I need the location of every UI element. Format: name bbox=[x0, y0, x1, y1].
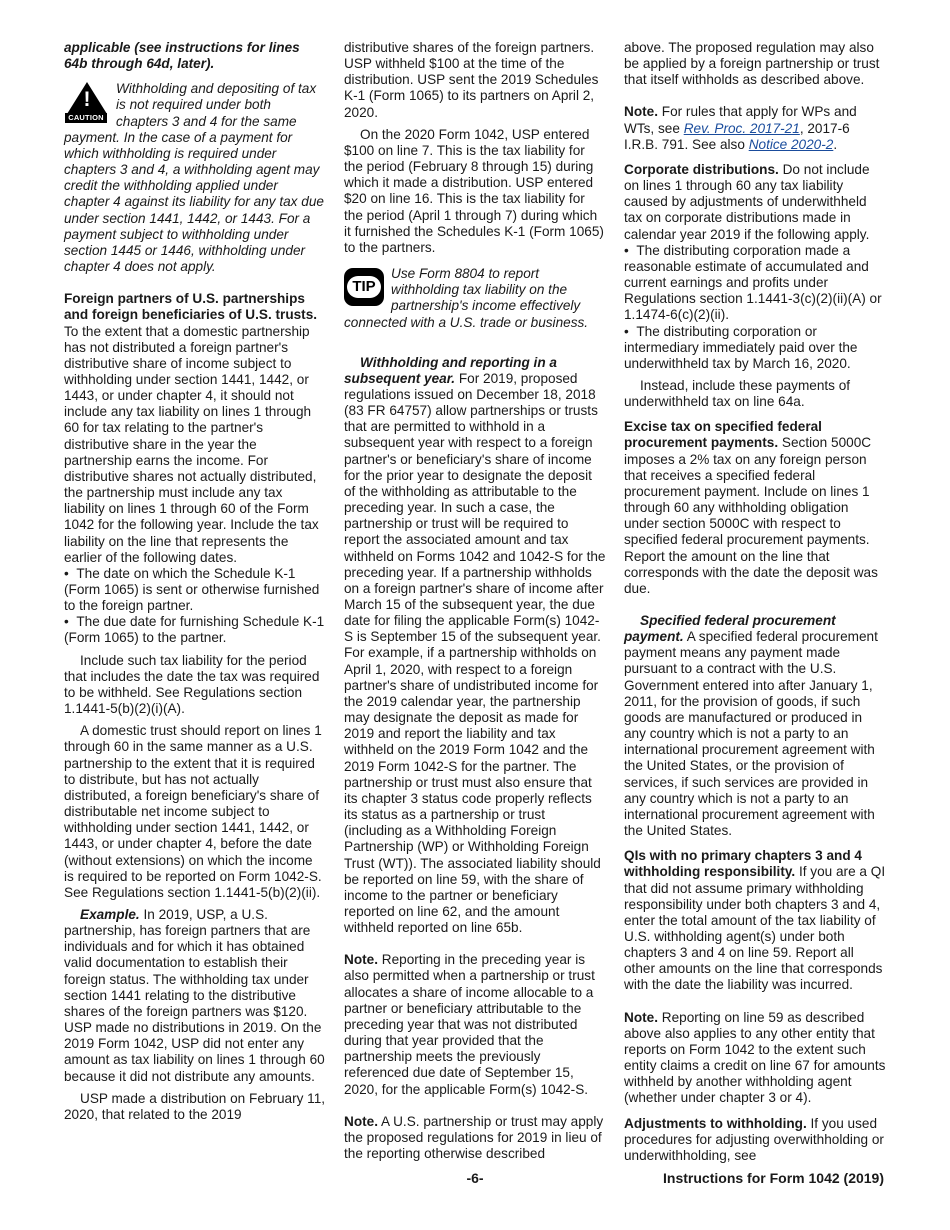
bullet-item: • The distributing corporation or intermediary immediately paid over the underwithheld tax by March 16, 2020. bbox=[624, 323, 858, 371]
continued-text: above. The proposed regulation may also be applied by a foreign partnership or trust that itself withholds as described above. bbox=[624, 40, 880, 88]
rev-proc-link[interactable]: Rev. Proc. 2017-21 bbox=[683, 120, 800, 136]
note-wp-wt-paragraph: Note. For rules that apply for WPs and WTs, see Rev. Proc. 2017-21, 2017-6 I.R.B. 791. See also Notice 2020-2. bbox=[624, 104, 857, 152]
continued-text: distributive shares of the foreign partners. USP withheld $100 at the time of the distribution. USP sent the 2019 Schedules K-1 (Form 1065) to its partners on April 2, 2020. bbox=[344, 40, 599, 120]
form-2020-paragraph: On the 2020 Form 1042, USP entered $100 on line 7. This is the tax liability for the period (February 8 through 15) during which it made a distribution. USP entered $20 on line 16. This is the tax liability for the period (April 1 through 7) during which it furnished the Schedules K-1 (Form 1065) to the partners. bbox=[344, 126, 604, 255]
include-paragraph: Include such tax liability for the period that includes the date the tax was required to be withheld. See Regulations section 1.1441-5(b)(2)(i)(A). bbox=[64, 652, 320, 717]
instead-paragraph: Instead, include these payments of underwithheld tax on line 64a. bbox=[624, 377, 851, 410]
page-number: -6- bbox=[466, 1170, 484, 1186]
document-title: Instructions for Form 1042 (2019) bbox=[663, 1170, 884, 1186]
caution-text: Withholding and depositing of tax is not required under both chapters 3 and 4 for the same payment. In the case of a payment for which withholding is required under chapters 3 and 4, a withholding agent may credit the withholding applied under chapter 4 against its liability for any tax due under section 1441, 1442, or 1443. For a payment subject to withholding under section 1445 or 1446, withholding under chapter 4 does not apply. bbox=[64, 81, 324, 275]
note-paragraph: Note. A U.S. partnership or trust may apply the proposed regulations for 2019 in lieu of the reporting otherwise described bbox=[344, 1113, 604, 1161]
withholding-reporting-paragraph bbox=[344, 355, 606, 937]
procurement-payment-paragraph: Specified federal procurement payment. A specified federal procurement payment means any payment made pursuant to a contract with the U.S. Government entered into after January 1, 2011, for the provision of goods, if such goods are manufactured or produced in any country which is not a party to an international procurement agreement with the United States, or the provision of services, if such services are provided in any country which is not a party to an international procurement agreement with the United States. bbox=[624, 613, 878, 839]
column-1 bbox=[64, 40, 326, 1123]
tip-icon: TIP bbox=[344, 268, 384, 306]
trust-paragraph: A domestic trust should report on lines 1 through 60 in the same manner as a U.S. partnership to the extent that it is required to distribute, but has not actually distributed, a foreign beneficiary's share of distributable net income subject to withholding under section 1441, 1442, or 1443, or under chapter 4, before the date (without extensions) on which the income is required to be reported on Form 1042-S. See Regulations section 1.1441-5(b)(2)(ii). bbox=[64, 723, 322, 900]
intro-heading: applicable (see instructions for lines 64b through 64d, later). bbox=[64, 40, 300, 72]
note-paragraph: Note. Reporting on line 59 as described above also applies to any other entity that reports on Form 1042 to the extent such entity claims a credit on line 67 for amounts withheld by another withholding agent (whether under chapter 3 or 4). bbox=[624, 1009, 886, 1106]
example-paragraph bbox=[64, 907, 326, 1085]
bullet-item: • The distributing corporation made a reasonable estimate of accumulated and current earnings and profits under Regulations section 1.1441-3(c)(2)(ii)(A) or 1.1474-6(c)(2)(ii). bbox=[624, 242, 882, 323]
column-2 bbox=[344, 40, 606, 1162]
note-paragraph: Note. Reporting in the preceding year is also permitted when a partnership or trust allocates a share of income allocable to a partner or beneficiary attributable to the preceding year that was not distributed during that year provided that the partnership meets the previously referenced due date of September 15, 2020, for the applicable Form(s) 1042-S. bbox=[344, 952, 595, 1097]
foreign-partners-paragraph bbox=[64, 291, 326, 566]
example-text: In 2019, USP, a U.S. partnership, has foreign partners that are individuals and for which it has obtained valid documentation to establish their foreign status. The withholding tax under section 1441 relating to the distributive shares of the foreign partners was $120. USP made no distributions in 2019. On the 2019 Form 1042, USP did not enter any amount as tax liability on lines 1 through 60 because it did not distribute any amounts. bbox=[64, 906, 325, 1084]
foreign-partners-body: To the extent that a domestic partnership has not distributed a foreign partner's distributive share of income subject to withholding under section 1441, 1442, or 1443, or under chapter 4, it should not include any tax liability on lines 1 through 60 for tax relating to the partner's distributive share in the year the partnership earns the income. For distributive shares not actually distributed, the partnership must include any tax liability on lines 1 through 60 of the Form 1042 for the following year. Include the tax liability on the line that represents the earlier of the following dates. bbox=[64, 323, 319, 565]
bullet-item: • The date on which the Schedule K-1 (Form 1065) is sent or otherwise furnished to the foreign partner. bbox=[64, 565, 320, 614]
withholding-reporting-body: For 2019, proposed regulations issued on December 18, 2018 (83 FR 64757) allow partnerships or trusts that are permitted to withhold in a subsequent year with respect to a foreign partner's or beneficiary's share of income for the prior year to designate the deposit of the withholding as attributable to the preceding year. In such a case, the partnership or trust will be required to report the associated amount and tax withheld on Forms 1042 and 1042-S for the preceding year. If a partnership withholds on a foreign partner's share of income after March 15 of the subsequent year, the due date for filing the applicable Form(s) 1042-S is September 15 of the subsequent year. For example, if a partnership withholds on April 1, 2020, with respect to a foreign partner's share of undistributed income for the 2019 calendar year, the partnership may designate the deposit as made for 2019 and report the liability and tax withheld on the 2019 Form 1042 and the 2019 Form 1042-S for the partner. The partnership or trust must also ensure that its chapter 3 status code properly reflects its status as a partnership or trust (including as a Withholding Foreign Partnership (WP) or Withholding Foreign Trust (WT)). The associated liability should be reported on line 59, with the share of income to the partner or beneficiary reported on line 62, and the amount withheld reported on line 65b. bbox=[344, 370, 606, 936]
qi-paragraph: QIs with no primary chapters 3 and 4 withholding responsibility. If you are a QI that did not assume primary withholding responsibility under both chapters 3 and 4, enter the total amount of the tax liability of U.S. withholding agent(s) under both chapters 3 and 4 on line 59. Report all other amounts on the line that corresponds with the date the liability was incurred. bbox=[624, 848, 886, 993]
tip-text: Use Form 8804 to report withholding tax liability on the partnership's income effectively connected with a U.S. trade or business. bbox=[344, 266, 589, 330]
withholding-reporting-heading: Withholding and reporting in a subsequent year. bbox=[344, 354, 557, 386]
usp-paragraph: USP made a distribution on February 11, 2020, that related to the 2019 bbox=[64, 1090, 326, 1122]
corporate-distributions-paragraph: Corporate distributions. Do not include on lines 1 through 60 any tax liability caused by adjustments of underwithheld tax on corporate distributions made in calendar year 2019 if the following apply. bbox=[624, 161, 870, 242]
tip-block bbox=[344, 266, 606, 331]
adjustments-paragraph: Adjustments to withholding. If you used procedures for adjusting overwithholding or underwithholding, see bbox=[624, 1115, 884, 1163]
column-3 bbox=[624, 40, 886, 1164]
bullet-item: • The due date for furnishing Schedule K-1 (Form 1065) to the partner. bbox=[64, 614, 325, 646]
caution-icon: ! CAUTION bbox=[64, 82, 110, 124]
notice-link[interactable]: Notice 2020-2 bbox=[748, 136, 834, 152]
caution-block bbox=[64, 81, 326, 275]
caution-label: CAUTION bbox=[65, 113, 107, 123]
foreign-partners-heading: Foreign partners of U.S. partnerships and foreign beneficiaries of U.S. trusts. bbox=[64, 291, 318, 323]
example-label: Example. bbox=[80, 906, 140, 922]
excise-tax-paragraph: Excise tax on specified federal procurement payments. Section 5000C imposes a 2% tax on any foreign person that receives a specified federal procurement payment. Include on lines 1 through 60 any withholding obligation under section 5000C with respect to specified federal procurement payments. Report the amount on the line that corresponds with the date the deposit was due. bbox=[624, 419, 878, 596]
